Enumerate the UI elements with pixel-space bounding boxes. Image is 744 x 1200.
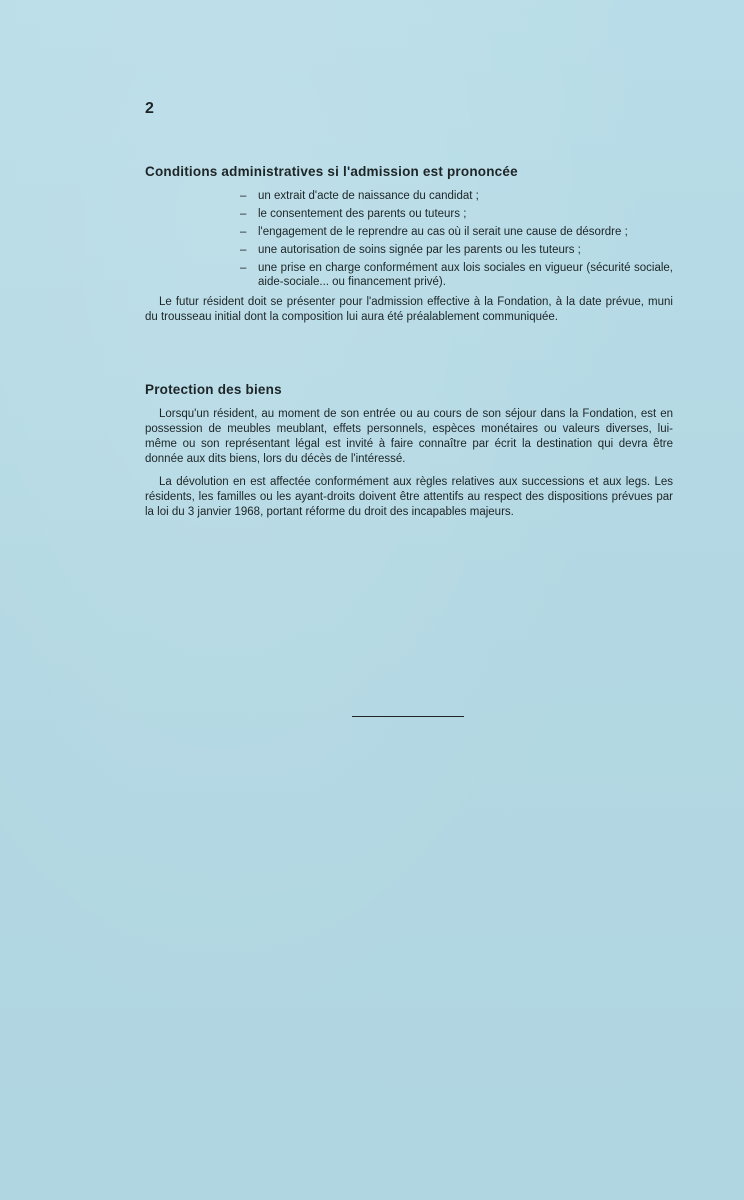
- protection-title: Protection des biens: [145, 382, 282, 397]
- admission-title: Conditions administratives si l'admission est prononcée: [145, 164, 518, 179]
- protection-paragraph: La dévolution en est affectée conformément aux règles relatives aux successions et aux legs. Les résidents, les familles ou les ayant-droits doivent être attentifs au respect des dispositions prévues par la loi du 3 janvier 1968, portant réforme du droit des incapables majeurs.: [145, 476, 673, 518]
- protection-paragraph: Lorsqu'un résident, au moment de son entrée ou au cours de son séjour dans la Fondation, est en possession de meubles meublant, effets personnels, espèces monétaires ou valeurs diverses, lui-même ou son représentant légal est invité à faire connaître par écrit la destination qui devra être donnée aux dits biens, lors du décès de l'intéressé.: [145, 408, 673, 465]
- list-item: [240, 189, 673, 203]
- admission-requirements-list: [145, 189, 673, 289]
- list-item: [240, 207, 673, 221]
- dash-marker: –: [240, 208, 247, 220]
- list-item-text: une autorisation de soins signée par les parents ou les tuteurs ;: [258, 244, 581, 256]
- list-item: [240, 261, 673, 289]
- page-number: 2: [145, 100, 154, 117]
- closing-rule: [352, 716, 464, 717]
- list-item: [240, 225, 673, 239]
- dash-marker: –: [240, 226, 247, 238]
- admission-section: [145, 164, 673, 333]
- list-item-text: le consentement des parents ou tuteurs ;: [258, 208, 467, 220]
- list-item-text: un extrait d'acte de naissance du candidat ;: [258, 190, 479, 202]
- admission-paragraph: Le futur résident doit se présenter pour l'admission effective à la Fondation, à la date prévue, muni du trousseau initial dont la composition lui aura été préalablement communiquée.: [145, 296, 673, 323]
- dash-marker: –: [240, 190, 247, 202]
- list-item-text: l'engagement de le reprendre au cas où il serait une cause de désordre ;: [258, 226, 628, 238]
- list-item-text: une prise en charge conformément aux lois sociales en vigueur (sécurité sociale, aide-sociale... ou financement privé).: [258, 262, 673, 288]
- protection-section: [145, 382, 673, 528]
- list-item: [240, 243, 673, 257]
- dash-marker: –: [240, 262, 247, 274]
- dash-marker: –: [240, 244, 247, 256]
